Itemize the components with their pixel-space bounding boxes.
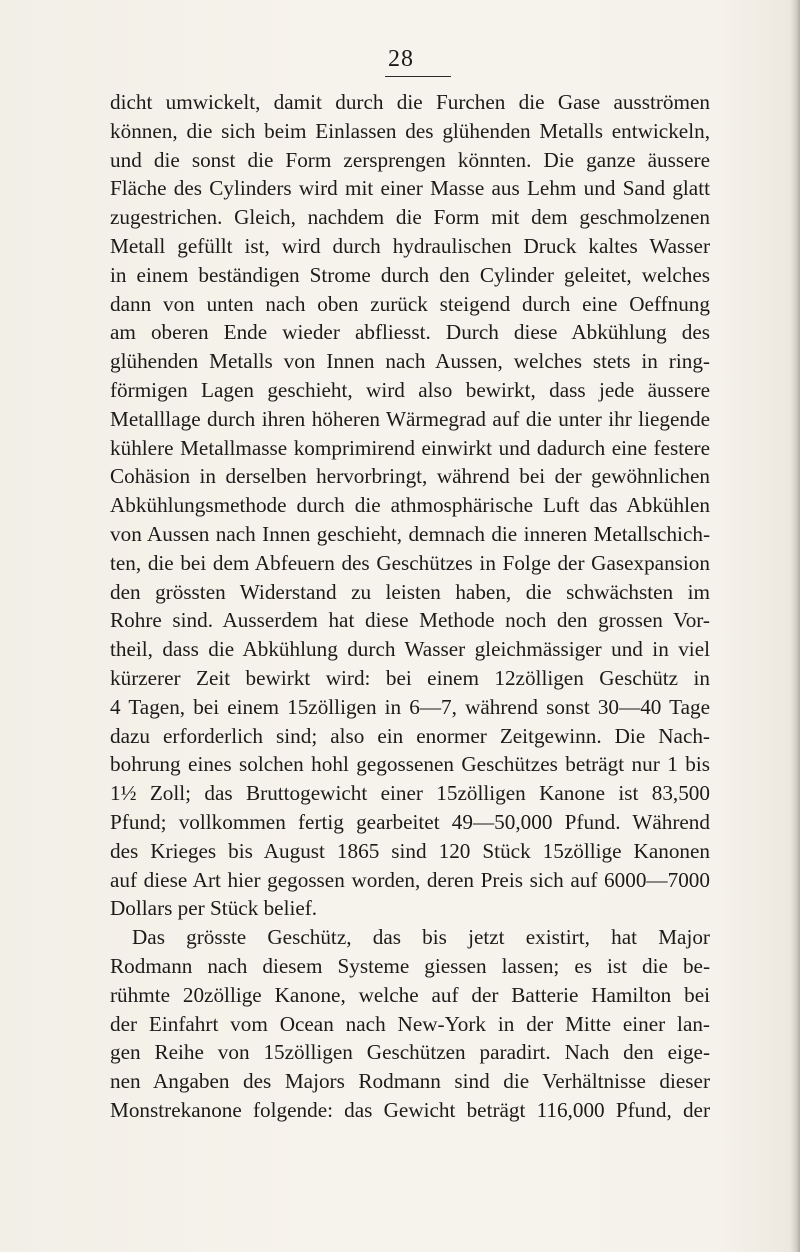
text-line: Pfund; vollkommen fertig gearbeitet 49—50,000 Pfund. Während [110,809,710,834]
text-line: dann von unten nach oben zurück steigend durch eine Oeffnung [110,291,710,316]
text-line: den grössten Widerstand zu leisten haben, die schwächsten im [110,579,710,604]
text-line: des Krieges bis August 1865 sind 120 Stück 15zöllige Kanonen [110,838,710,863]
text-line: Abkühlungsmethode durch die athmosphärische Luft das Abkühlen [110,493,710,518]
text-line: Cohäsion in derselben hervorbringt, während bei der gewöhnlichen [110,464,710,489]
text-line: können, die sich beim Einlassen des glühenden Metalls entwickeln, [110,118,710,143]
text-line: rühmte 20zöllige Kanone, welche auf der Batterie Hamilton bei [110,982,710,1007]
text-line: Rohre sind. Ausserdem hat diese Methode noch den grossen Vor- [110,608,710,633]
text-line: von Aussen nach Innen geschieht, demnach die inneren Metallschich- [110,521,710,546]
text-line: dicht umwickelt, damit durch die Furchen die Gase ausströmen [110,90,710,114]
text-line: Fläche des Cylinders wird mit einer Masse aus Lehm und Sand glatt [110,176,710,201]
text-line: gen Reihe von 15zölligen Geschützen paradirt. Nach den eige- [110,1040,710,1065]
text-line: nen Angaben des Majors Rodmann sind die Verhältnisse dieser [110,1069,710,1094]
page-edge-shadow [790,0,800,1252]
text-line-paragraph-start: Das grösste Geschütz, das bis jetzt existirt, hat Major [132,925,710,950]
text-line: kühlere Metallmasse komprimirend einwirkt und dadurch eine festere [110,435,710,460]
text-line: und die sonst die Form zersprengen könnten. Die ganze äussere [110,147,710,172]
body-text [110,88,710,1125]
text-line: 1½ Zoll; das Bruttogewicht einer 15zölligen Kanone ist 83,500 [110,781,710,806]
text-line: in einem beständigen Strome durch den Cylinder geleitet, welches [110,262,710,287]
text-line: dazu erforderlich sind; also ein enormer Zeitgewinn. Die Nach- [110,723,710,748]
text-line: auf diese Art hier gegossen worden, deren Preis sich auf 6000—7000 [110,867,710,892]
text-line: der Einfahrt vom Ocean nach New-York in der Mitte einer lan- [110,1011,710,1036]
text-line: zugestrichen. Gleich, nachdem die Form mit dem geschmolzenen [110,205,710,230]
text-line: am oberen Ende wieder abfliesst. Durch diese Abkühlung des [110,320,710,345]
text-line: theil, dass die Abkühlung durch Wasser gleichmässiger und in viel [110,637,710,662]
text-line-paragraph-end: Dollars per Stück belief. [110,896,318,921]
text-line: kürzerer Zeit bewirkt wird: bei einem 12zölligen Geschütz in [110,665,710,690]
page-number: 28 [388,46,414,72]
text-line: Metall gefüllt ist, wird durch hydraulischen Druck kaltes Wasser [110,233,710,258]
text-line: glühenden Metalls von Innen nach Aussen, welches stets in ring- [110,349,710,374]
text-line: Rodmann nach diesem Systeme giessen lassen; es ist die be- [110,953,710,978]
page-number-rule [385,76,451,77]
text-line: bohrung eines solchen hohl gegossenen Geschützes beträgt nur 1 bis [110,752,710,777]
text-line: ten, die bei dem Abfeuern des Geschützes in Folge der Gasexpansion [110,550,710,575]
text-line: Monstrekanone folgende: das Gewicht beträgt 116,000 Pfund, der [110,1097,710,1122]
text-line: förmigen Lagen geschieht, wird also bewirkt, dass jede äussere [110,377,710,402]
text-line: Metalllage durch ihren höheren Wärmegrad auf die unter ihr liegende [110,406,710,431]
text-line: 4 Tagen, bei einem 15zölligen in 6—7, während sonst 30—40 Tage [110,694,710,719]
